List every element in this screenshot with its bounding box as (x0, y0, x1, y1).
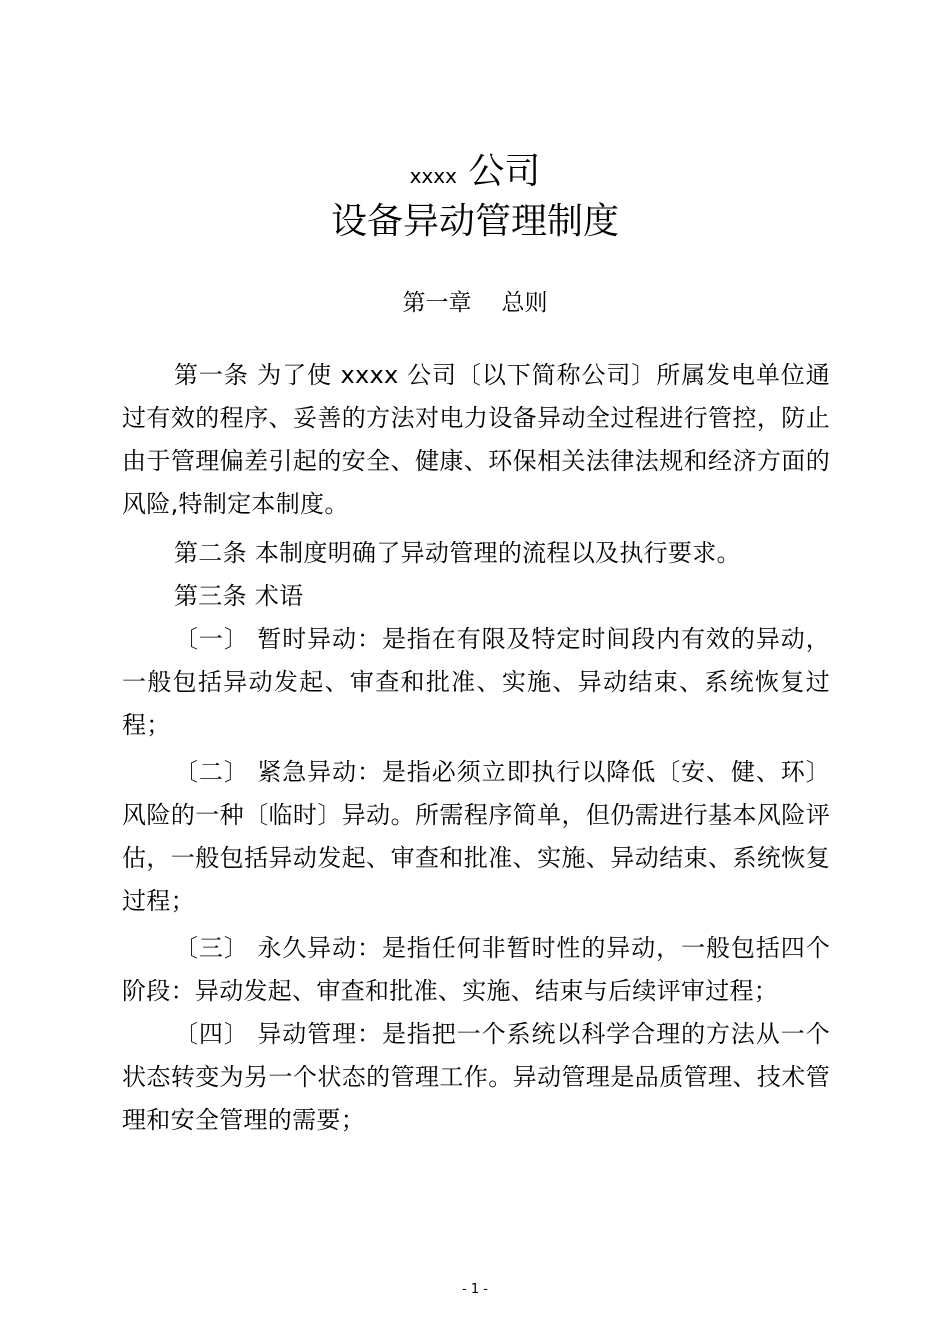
document-title: 设备异动管理制度 (330, 201, 619, 242)
article-2-paragraph: 第二条 本制度明确了异动管理的流程以及执行要求。 (174, 539, 741, 567)
company-name-prefix: xxxx (409, 164, 457, 188)
chapter-number: 第一章 (402, 290, 472, 316)
company-title (0, 150, 950, 198)
article-1-paragraph: 第一条 为了使 xxxx 公司〔以下简称公司〕所属发电单位通过有效的程序、妥善的方法对电力设备异动全过程进行管控，防止由于管理偏差引起的安全、健康、环保相关法律法规和经济方面的风险,特制定本制度。 (122, 361, 830, 518)
term-4-paragraph: 〔四〕 异动管理：是指把一个系统以科学合理的方法从一个状态转变为另一个状态的管理工作。异动管理是品质管理、技术管理和安全管理的需要； (122, 1020, 830, 1134)
company-name-suffix: 公司 (468, 151, 541, 192)
term-3-paragraph: 〔三〕 永久异动：是指任何非暂时性的异动，一般包括四个阶段：异动发起、审查和批准、实施、结束与后续评审过程； (122, 934, 830, 1005)
page-number: - 1 - (462, 1282, 488, 1297)
chapter-name: 总则 (501, 290, 548, 316)
chapter-heading (0, 286, 950, 320)
term-1-paragraph: 〔一〕 暂时异动：是指在有限及特定时间段内有效的异动，一般包括异动发起、审查和批准、实施、异动结束、系统恢复过程； (122, 625, 830, 739)
document-body (122, 354, 830, 1142)
article-3-paragraph: 第三条 术语 (174, 582, 304, 610)
term-2-paragraph: 〔二〕 紧急异动：是指必须立即执行以降低〔安、健、环〕风险的一种〔临时〕异动。所需程序简单，但仍需进行基本风险评估，一般包括异动发起、审查和批准、实施、异动结束、系统恢复过程； (122, 758, 830, 915)
